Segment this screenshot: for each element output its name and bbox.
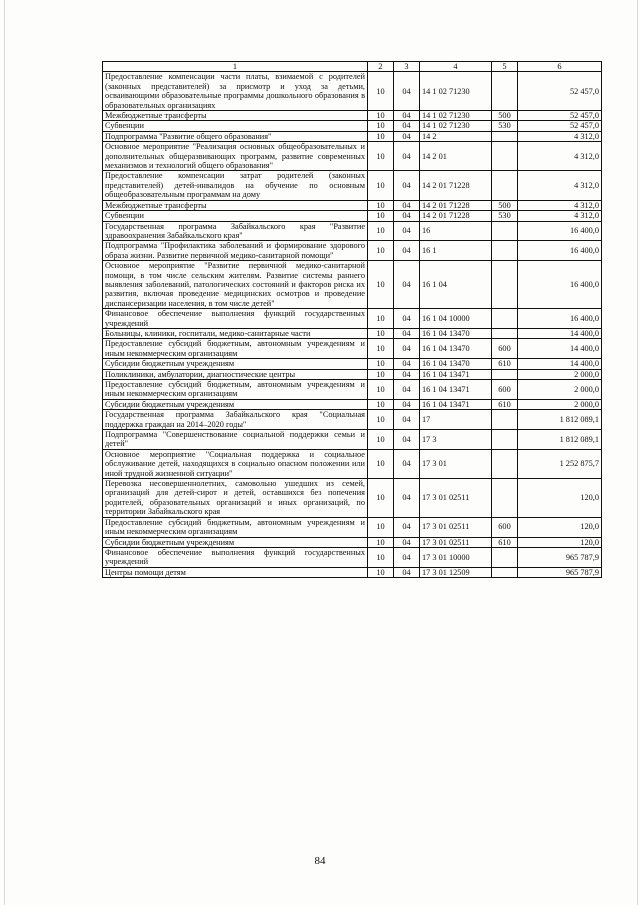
header-cell-5: 5 xyxy=(492,62,518,72)
row-target-article-cell: 16 1 04 13471 xyxy=(420,380,492,400)
row-name-cell: Подпрограмма "Совершенствование социальной поддержки семьи и детей" xyxy=(103,430,368,450)
row-subsection-cell: 04 xyxy=(394,517,420,537)
row-sum-cell: 4 312,0 xyxy=(518,142,602,171)
row-name-cell: Субсидии бюджетным учреждениям xyxy=(103,537,368,547)
table-row xyxy=(103,537,602,547)
row-name-cell: Перевозка несовершеннолетних, самовольно ушедших из семей, организаций для детей-сирот и детей, оставшихся без попечения родителей, образовательных организаций и иных организаций, по территории Забайкальского края xyxy=(103,479,368,518)
row-sum-cell: 120,0 xyxy=(518,537,602,547)
row-name-cell: Государственная программа Забайкальского края "Развитие здравоохранения Забайкальского края" xyxy=(103,221,368,241)
table-row xyxy=(103,131,602,141)
table-row xyxy=(103,517,602,537)
row-subsection-cell: 04 xyxy=(394,399,420,409)
row-subsection-cell: 04 xyxy=(394,567,420,577)
row-sum-cell: 52 457,0 xyxy=(518,111,602,121)
row-name-cell: Финансовое обеспечение выполнения функций государственных учреждений xyxy=(103,309,368,329)
header-cell-2: 2 xyxy=(368,62,394,72)
row-expense-type-cell: 600 xyxy=(492,339,518,359)
row-expense-type-cell xyxy=(492,171,518,200)
row-name-cell: Предоставление компенсации затрат родителей (законных представителей) детей-инвалидов на обучение по основным общеобразовательным программам на дому xyxy=(103,171,368,200)
row-sum-cell: 4 312,0 xyxy=(518,211,602,221)
row-expense-type-cell xyxy=(492,479,518,518)
table-row xyxy=(103,547,602,567)
budget-table-body xyxy=(103,62,602,578)
row-target-article-cell: 16 1 04 13471 xyxy=(420,369,492,379)
row-name-cell: Основное мероприятие "Развитие первичной медико-санитарной помощи, в том числе сельским жителям. Развитие системы раннего выявления заболеваний, патологических состояний и факторов риска их развития, включая проведение медицинских осмотров и проведение диспансеризации населения, в том числе детей" xyxy=(103,261,368,309)
row-sum-cell: 4 312,0 xyxy=(518,200,602,210)
row-target-article-cell: 14 1 02 71230 xyxy=(420,121,492,131)
row-subsection-cell: 04 xyxy=(394,328,420,338)
row-section-cell: 10 xyxy=(368,547,394,567)
row-subsection-cell: 04 xyxy=(394,142,420,171)
header-cell-1: 1 xyxy=(103,62,368,72)
table-row xyxy=(103,211,602,221)
row-target-article-cell: 17 xyxy=(420,410,492,430)
row-section-cell: 10 xyxy=(368,339,394,359)
row-subsection-cell: 04 xyxy=(394,410,420,430)
row-section-cell: 10 xyxy=(368,309,394,329)
row-sum-cell: 1 812 089,1 xyxy=(518,410,602,430)
row-sum-cell: 120,0 xyxy=(518,517,602,537)
row-target-article-cell: 16 xyxy=(420,221,492,241)
row-subsection-cell: 04 xyxy=(394,111,420,121)
row-section-cell: 10 xyxy=(368,142,394,171)
row-sum-cell: 965 787,9 xyxy=(518,567,602,577)
row-sum-cell: 1 252 875,7 xyxy=(518,449,602,478)
header-cell-4: 4 xyxy=(420,62,492,72)
table-row xyxy=(103,72,602,111)
row-subsection-cell: 04 xyxy=(394,369,420,379)
table-row xyxy=(103,479,602,518)
row-target-article-cell: 17 3 01 02511 xyxy=(420,479,492,518)
row-subsection-cell: 04 xyxy=(394,479,420,518)
row-target-article-cell: 14 2 01 71228 xyxy=(420,171,492,200)
header-cell-3: 3 xyxy=(394,62,420,72)
row-sum-cell: 4 312,0 xyxy=(518,171,602,200)
row-expense-type-cell xyxy=(492,261,518,309)
row-expense-type-cell: 530 xyxy=(492,121,518,131)
row-name-cell: Подпрограмма "Развитие общего образования" xyxy=(103,131,368,141)
row-sum-cell: 16 400,0 xyxy=(518,309,602,329)
row-subsection-cell: 04 xyxy=(394,380,420,400)
row-target-article-cell: 14 2 01 xyxy=(420,142,492,171)
table-row xyxy=(103,200,602,210)
row-target-article-cell: 14 2 01 71228 xyxy=(420,211,492,221)
row-name-cell: Предоставление компенсации части платы, взимаемой с родителей (законных представителей) за присмотр и уход за детьми, осваивающими образовательные программы дошкольного образования в образовательных организациях xyxy=(103,72,368,111)
table-row xyxy=(103,399,602,409)
row-sum-cell: 1 812 089,1 xyxy=(518,430,602,450)
row-target-article-cell: 17 3 01 xyxy=(420,449,492,478)
row-name-cell: Субсидии бюджетным учреждениям xyxy=(103,399,368,409)
row-name-cell: Больницы, клиники, госпитали, медико-санитарные части xyxy=(103,328,368,338)
row-name-cell: Субвенции xyxy=(103,211,368,221)
row-name-cell: Субсидии бюджетным учреждениям xyxy=(103,359,368,369)
row-target-article-cell: 17 3 01 02511 xyxy=(420,517,492,537)
row-section-cell: 10 xyxy=(368,171,394,200)
row-name-cell: Предоставление субсидий бюджетным, автономным учреждениям и иным некоммерческим организациям xyxy=(103,517,368,537)
row-name-cell: Предоставление субсидий бюджетным, автономным учреждениям и иным некоммерческим организациям xyxy=(103,339,368,359)
row-section-cell: 10 xyxy=(368,328,394,338)
row-section-cell: 10 xyxy=(368,131,394,141)
header-cell-6: 6 xyxy=(518,62,602,72)
row-expense-type-cell xyxy=(492,328,518,338)
row-subsection-cell: 04 xyxy=(394,547,420,567)
row-sum-cell: 16 400,0 xyxy=(518,261,602,309)
row-subsection-cell: 04 xyxy=(394,131,420,141)
row-subsection-cell: 04 xyxy=(394,211,420,221)
page-edge-left xyxy=(4,0,5,905)
row-section-cell: 10 xyxy=(368,567,394,577)
row-expense-type-cell: 610 xyxy=(492,399,518,409)
row-section-cell: 10 xyxy=(368,241,394,261)
row-sum-cell: 4 312,0 xyxy=(518,131,602,141)
row-target-article-cell: 16 1 04 13470 xyxy=(420,328,492,338)
table-row xyxy=(103,449,602,478)
row-sum-cell: 16 400,0 xyxy=(518,241,602,261)
row-expense-type-cell xyxy=(492,369,518,379)
row-expense-type-cell: 600 xyxy=(492,380,518,400)
row-name-cell: Субвенции xyxy=(103,121,368,131)
row-section-cell: 10 xyxy=(368,449,394,478)
row-expense-type-cell: 500 xyxy=(492,200,518,210)
row-section-cell: 10 xyxy=(368,200,394,210)
row-subsection-cell: 04 xyxy=(394,72,420,111)
row-target-article-cell: 17 3 01 12509 xyxy=(420,567,492,577)
row-subsection-cell: 04 xyxy=(394,200,420,210)
row-expense-type-cell: 500 xyxy=(492,111,518,121)
row-name-cell: Основное мероприятие "Реализация основных общеобразовательных и дополнительных общеразвивающих программ, развитие современных механизмов и технологий общего образования" xyxy=(103,142,368,171)
row-sum-cell: 965 787,9 xyxy=(518,547,602,567)
row-name-cell: Подпрограмма "Профилактика заболеваний и формирование здорового образа жизни. Развитие первичной медико-санитарной помощи" xyxy=(103,241,368,261)
row-section-cell: 10 xyxy=(368,261,394,309)
row-name-cell: Межбюджетные трансферты xyxy=(103,200,368,210)
row-expense-type-cell: 600 xyxy=(492,517,518,537)
row-expense-type-cell xyxy=(492,567,518,577)
table-row xyxy=(103,261,602,309)
row-subsection-cell: 04 xyxy=(394,430,420,450)
row-section-cell: 10 xyxy=(368,399,394,409)
row-section-cell: 10 xyxy=(368,537,394,547)
row-expense-type-cell: 610 xyxy=(492,359,518,369)
row-subsection-cell: 04 xyxy=(394,359,420,369)
table-row xyxy=(103,567,602,577)
table-header-row xyxy=(103,62,602,72)
row-subsection-cell: 04 xyxy=(394,309,420,329)
row-target-article-cell: 14 2 01 71228 xyxy=(420,200,492,210)
row-subsection-cell: 04 xyxy=(394,241,420,261)
row-sum-cell: 2 000,0 xyxy=(518,380,602,400)
row-expense-type-cell xyxy=(492,241,518,261)
row-name-cell: Финансовое обеспечение выполнения функций государственных учреждений xyxy=(103,547,368,567)
row-name-cell: Межбюджетные трансферты xyxy=(103,111,368,121)
table-row xyxy=(103,410,602,430)
row-sum-cell: 120,0 xyxy=(518,479,602,518)
row-sum-cell: 16 400,0 xyxy=(518,221,602,241)
table-row xyxy=(103,339,602,359)
row-expense-type-cell xyxy=(492,449,518,478)
row-section-cell: 10 xyxy=(368,211,394,221)
row-section-cell: 10 xyxy=(368,359,394,369)
row-target-article-cell: 16 1 04 13471 xyxy=(420,399,492,409)
row-expense-type-cell xyxy=(492,547,518,567)
row-expense-type-cell xyxy=(492,410,518,430)
row-target-article-cell: 16 1 04 10000 xyxy=(420,309,492,329)
row-subsection-cell: 04 xyxy=(394,339,420,359)
table-row xyxy=(103,309,602,329)
row-name-cell: Государственная программа Забайкальского края "Социальная поддержка граждан на 2014–2020 годы" xyxy=(103,410,368,430)
budget-table xyxy=(102,61,602,578)
table-row xyxy=(103,221,602,241)
row-section-cell: 10 xyxy=(368,72,394,111)
row-section-cell: 10 xyxy=(368,517,394,537)
row-name-cell: Поликлиники, амбулатории, диагностические центры xyxy=(103,369,368,379)
row-subsection-cell: 04 xyxy=(394,449,420,478)
row-sum-cell: 14 400,0 xyxy=(518,339,602,359)
page-number: 84 xyxy=(314,855,326,867)
row-expense-type-cell xyxy=(492,131,518,141)
table-row xyxy=(103,142,602,171)
row-section-cell: 10 xyxy=(368,479,394,518)
row-sum-cell: 14 400,0 xyxy=(518,328,602,338)
row-name-cell: Предоставление субсидий бюджетным, автономным учреждениям и иным некоммерческим организациям xyxy=(103,380,368,400)
row-section-cell: 10 xyxy=(368,369,394,379)
row-target-article-cell: 14 2 xyxy=(420,131,492,141)
row-section-cell: 10 xyxy=(368,410,394,430)
row-target-article-cell: 17 3 01 02511 xyxy=(420,537,492,547)
row-section-cell: 10 xyxy=(368,121,394,131)
row-subsection-cell: 04 xyxy=(394,221,420,241)
table-row xyxy=(103,171,602,200)
table-row xyxy=(103,380,602,400)
table-row xyxy=(103,359,602,369)
row-expense-type-cell xyxy=(492,309,518,329)
row-section-cell: 10 xyxy=(368,380,394,400)
row-expense-type-cell xyxy=(492,72,518,111)
table-row xyxy=(103,369,602,379)
row-sum-cell: 2 000,0 xyxy=(518,399,602,409)
row-target-article-cell: 16 1 xyxy=(420,241,492,261)
row-target-article-cell: 14 1 02 71230 xyxy=(420,72,492,111)
row-target-article-cell: 17 3 xyxy=(420,430,492,450)
row-subsection-cell: 04 xyxy=(394,537,420,547)
row-section-cell: 10 xyxy=(368,430,394,450)
row-sum-cell: 52 457,0 xyxy=(518,72,602,111)
row-target-article-cell: 14 1 02 71230 xyxy=(420,111,492,121)
row-name-cell: Центры помощи детям xyxy=(103,567,368,577)
row-expense-type-cell: 610 xyxy=(492,537,518,547)
row-expense-type-cell xyxy=(492,430,518,450)
row-sum-cell: 14 400,0 xyxy=(518,359,602,369)
row-expense-type-cell xyxy=(492,221,518,241)
row-target-article-cell: 16 1 04 13470 xyxy=(420,359,492,369)
table-row xyxy=(103,111,602,121)
row-section-cell: 10 xyxy=(368,111,394,121)
row-subsection-cell: 04 xyxy=(394,121,420,131)
table-row xyxy=(103,121,602,131)
row-section-cell: 10 xyxy=(368,221,394,241)
page-edge-right xyxy=(637,0,638,905)
table-row xyxy=(103,328,602,338)
row-target-article-cell: 16 1 04 13470 xyxy=(420,339,492,359)
table-row xyxy=(103,430,602,450)
table-row xyxy=(103,241,602,261)
row-subsection-cell: 04 xyxy=(394,261,420,309)
row-expense-type-cell: 530 xyxy=(492,211,518,221)
row-target-article-cell: 16 1 04 xyxy=(420,261,492,309)
row-name-cell: Основное мероприятие "Социальная поддержка и социальное обслуживание детей, находящихся в социально опасном положении или иной трудной жизненной ситуации" xyxy=(103,449,368,478)
row-sum-cell: 52 457,0 xyxy=(518,121,602,131)
row-expense-type-cell xyxy=(492,142,518,171)
row-target-article-cell: 17 3 01 10000 xyxy=(420,547,492,567)
row-sum-cell: 2 000,0 xyxy=(518,369,602,379)
row-subsection-cell: 04 xyxy=(394,171,420,200)
